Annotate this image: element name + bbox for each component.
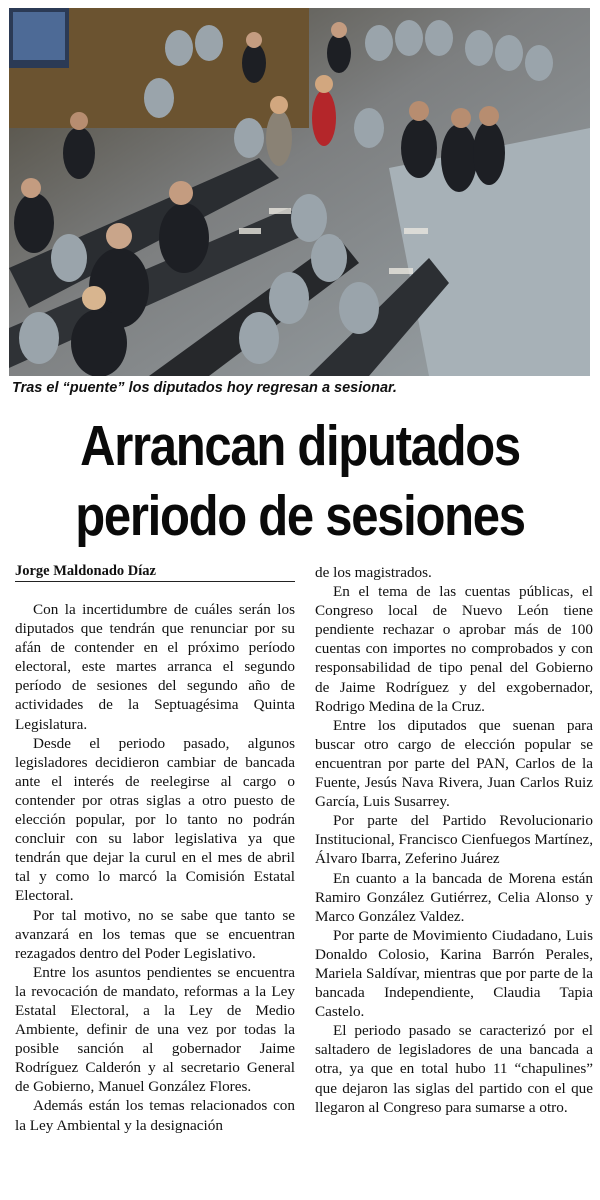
headline-line-1: Arrancan diputados — [80, 414, 520, 478]
paragraph: de los magistrados. — [315, 564, 432, 581]
legislative-chamber-image — [9, 8, 590, 376]
byline: Jorge Maldonado Díaz — [15, 562, 295, 582]
article-column-right — [315, 563, 593, 1117]
paragraph: Por parte de Movimiento Ciudadano, Luis Donaldo Colosio, Karina Barrón Perales, Mariela Saldívar, mientras que por parte de la bancada Independiente, Claudia Tapia Castelo. — [315, 926, 593, 1021]
paragraph: Además están los temas relacionados con la Ley Ambiental y la designación — [15, 1097, 295, 1134]
headline-line-2: periodo de sesiones — [75, 484, 525, 548]
paragraph: Entre los diputados que suenan para buscar otro cargo de elección popular se encuentran por parte del PAN, Carlos de la Fuente, Jesús Nava Rivera, Juan Carlos Ruiz García, Luis Susarrey. — [315, 716, 593, 811]
paragraph: En el tema de las cuentas públicas, el Congreso local de Nuevo León tiene pendiente rechazar o aprobar más de 100 cuentas con importes no comprobados y con responsabilidad de tipo penal del Gobierno de Jaime Rodríguez y del exgobernador, Rodrigo Medina de la Cruz. — [315, 583, 593, 715]
photo-caption: Tras el “puente” los diputados hoy regresan a sesionar. — [12, 380, 397, 396]
paragraph: Por parte del Partido Revolucionario Institucional, Francisco Cienfuegos Martínez, Álvaro Ibarra, Zeferino Juárez — [315, 812, 593, 868]
paragraph: El periodo pasado se caracterizó por el saltadero de legisladores de una bancada a otra, ya que en total hubo 11 “chapulines” que dejaron las siglas del partido con el que llegaron al Congreso para sumarse a otro. — [315, 1022, 593, 1116]
paragraph: Por tal motivo, no se sabe que tanto se avanzará en los temas que se encuentran rezagados dentro del Poder Legislativo. — [15, 906, 295, 962]
article-column-left — [15, 600, 295, 1135]
paragraph: Con la incertidumbre de cuáles serán los diputados que tendrán que renunciar por su afán de contender en el próximo período electoral, este martes arranca el segundo período de sesiones del segundo año de actividades de la Septuagésima Quinta Legislatura. — [15, 601, 295, 733]
paragraph: Entre los asuntos pendientes se encuentra la revocación de mandato, reformas a la Ley Estatal Electoral, a la Ley de Medio Ambiente, definir de una vez por todas la posible sanción al gobernador Jaime Rodríguez Calderón y al secretario General de Gobierno, Manuel González Flores. — [15, 963, 295, 1096]
paragraph: En cuanto a la bancada de Morena están Ramiro González Gutiérrez, Celia Alonso y Marco González Valdez. — [315, 869, 593, 925]
paragraph: Desde el periodo pasado, algunos legisladores decidieron cambiar de bancada ante el interés de reelegirse al cargo o contender por otras siglas a otro puesto de elección popular, por lo tanto no podrán concluir con su labor legislativa ya que tendrán que dejar la curul en el mes de abril tal y como lo marcó la Comisión Estatal Electoral. — [15, 734, 295, 905]
news-photo — [9, 8, 590, 376]
